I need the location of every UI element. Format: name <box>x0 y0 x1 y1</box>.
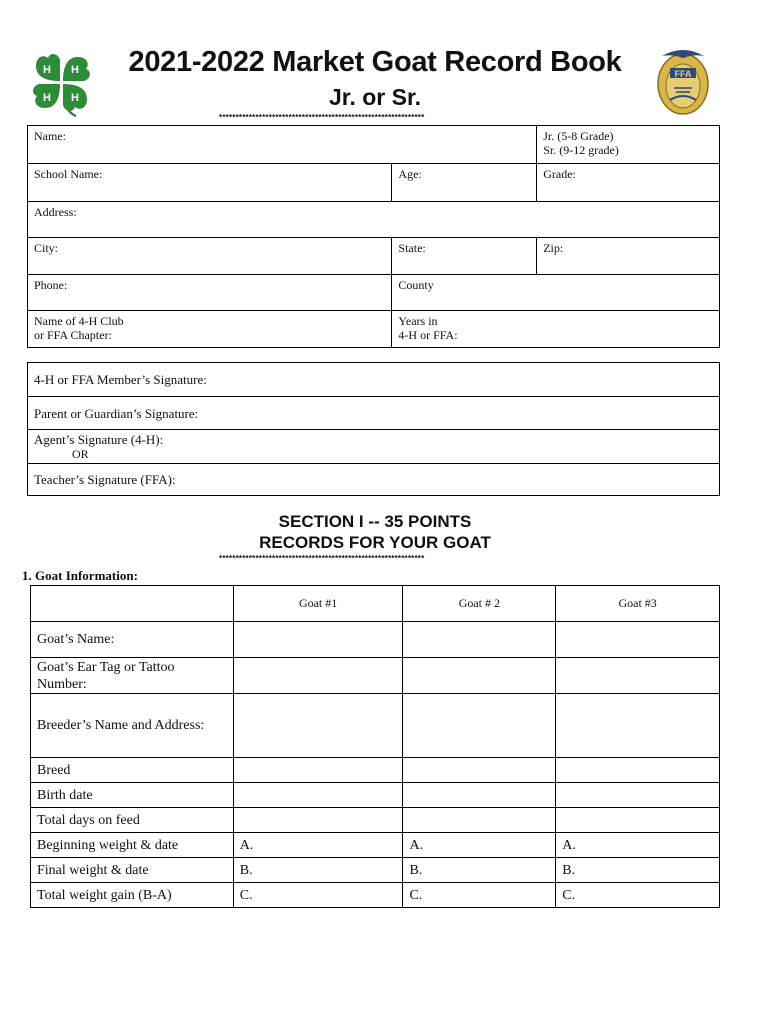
school-label: School Name: <box>34 167 103 181</box>
table-cell[interactable]: C. <box>556 883 720 908</box>
table-cell[interactable] <box>233 658 403 694</box>
table-cell[interactable]: A. <box>233 833 403 858</box>
parent-signature-label: Parent or Guardian’s Signature: <box>34 405 199 421</box>
county-field[interactable] <box>392 275 720 311</box>
row-label: Goat’s Ear Tag or Tattoo Number: <box>31 658 234 694</box>
table-cell[interactable] <box>556 783 720 808</box>
header-divider: ************************************************************** <box>219 113 425 122</box>
county-label: County <box>398 278 434 292</box>
school-field[interactable] <box>28 164 392 202</box>
svg-text:H: H <box>43 92 51 104</box>
years-label-line2: 4-H or FFA: <box>398 328 458 342</box>
column-header: Goat #1 <box>233 586 403 622</box>
grade-field[interactable] <box>537 164 720 202</box>
row-label: Final weight & date <box>31 858 234 883</box>
address-field[interactable] <box>28 202 720 238</box>
signature-table <box>27 362 720 496</box>
member-info-table <box>27 125 720 348</box>
section-heading-line1: SECTION I -- 35 POINTS <box>278 512 472 531</box>
table-cell[interactable]: C. <box>403 883 556 908</box>
table-cell[interactable]: B. <box>233 858 403 883</box>
table-cell[interactable] <box>556 758 720 783</box>
section-heading <box>200 511 550 553</box>
table-cell[interactable] <box>556 694 720 758</box>
goat-info-heading: 1. Goat Information: <box>22 568 138 583</box>
table-cell[interactable] <box>233 783 403 808</box>
row-label: Breeder’s Name and Address: <box>31 694 234 758</box>
goat-table-corner <box>31 586 234 622</box>
table-cell[interactable] <box>403 694 556 758</box>
document-title: 2021-2022 Market Goat Record Book <box>128 46 622 78</box>
svg-text:H: H <box>71 92 79 104</box>
city-field[interactable] <box>28 238 392 275</box>
phone-field[interactable] <box>28 275 392 311</box>
table-cell[interactable] <box>233 758 403 783</box>
teacher-signature-label: Teacher’s Signature (FFA): <box>34 472 176 487</box>
section-heading-line2: RECORDS FOR YOUR GOAT <box>259 533 491 552</box>
table-cell[interactable]: A. <box>556 833 720 858</box>
teacher-signature-field[interactable] <box>28 464 720 496</box>
4h-clover-logo <box>26 48 96 118</box>
goat-info-table <box>30 585 720 908</box>
years-label-line1: Years in <box>398 314 438 328</box>
club-label-line1: Name of 4-H Club <box>34 314 124 328</box>
ffa-emblem-logo <box>656 44 710 116</box>
table-cell[interactable]: B. <box>556 858 720 883</box>
city-label: City: <box>34 241 59 255</box>
section-divider: ************************************************************** <box>219 554 425 563</box>
club-field[interactable] <box>28 311 392 348</box>
table-cell[interactable] <box>403 658 556 694</box>
club-label-line2: or FFA Chapter: <box>34 328 112 342</box>
row-label: Total weight gain (B-A) <box>31 883 234 908</box>
years-field[interactable] <box>392 311 720 348</box>
table-cell[interactable] <box>556 622 720 658</box>
table-cell[interactable]: A. <box>403 833 556 858</box>
address-label: Address: <box>34 205 77 219</box>
member-signature-field[interactable] <box>28 363 720 397</box>
document-subtitle: Jr. or Sr. <box>328 84 422 110</box>
svg-text:FFA: FFA <box>674 69 692 79</box>
agent-signature-label: Agent’s Signature (4-H): <box>34 432 164 447</box>
zip-field[interactable] <box>537 238 720 275</box>
table-cell[interactable]: B. <box>403 858 556 883</box>
table-cell[interactable] <box>556 658 720 694</box>
age-field[interactable] <box>392 164 537 202</box>
name-label: Name: <box>34 129 66 143</box>
member-signature-label: 4-H or FFA Member’s Signature: <box>34 372 207 387</box>
row-label: Beginning weight & date <box>31 833 234 858</box>
phone-label: Phone: <box>34 278 68 292</box>
agent-signature-field[interactable] <box>28 430 720 464</box>
level-jr-label: Jr. (5-8 Grade) <box>543 129 614 143</box>
svg-text:H: H <box>71 64 79 76</box>
table-cell[interactable] <box>233 694 403 758</box>
level-sr-label: Sr. (9-12 grade) <box>543 143 619 157</box>
svg-text:H: H <box>43 64 51 76</box>
table-cell[interactable] <box>233 622 403 658</box>
parent-signature-field[interactable] <box>28 397 720 430</box>
table-cell[interactable] <box>403 808 556 833</box>
level-field[interactable] <box>537 126 720 164</box>
table-cell[interactable] <box>556 808 720 833</box>
table-cell[interactable] <box>403 783 556 808</box>
name-field[interactable] <box>28 126 537 164</box>
row-label: Birth date <box>31 783 234 808</box>
age-label: Age: <box>398 167 422 181</box>
or-label: OR <box>72 447 89 461</box>
column-header: Goat # 2 <box>403 586 556 622</box>
table-cell[interactable] <box>233 808 403 833</box>
zip-label: Zip: <box>543 241 564 255</box>
row-label: Breed <box>31 758 234 783</box>
row-label: Total days on feed <box>31 808 234 833</box>
table-cell[interactable] <box>403 758 556 783</box>
row-label: Goat’s Name: <box>31 622 234 658</box>
column-header: Goat #3 <box>556 586 720 622</box>
table-cell[interactable] <box>403 622 556 658</box>
table-cell[interactable]: C. <box>233 883 403 908</box>
state-field[interactable] <box>392 238 537 275</box>
grade-label: Grade: <box>543 167 576 181</box>
state-label: State: <box>398 241 426 255</box>
